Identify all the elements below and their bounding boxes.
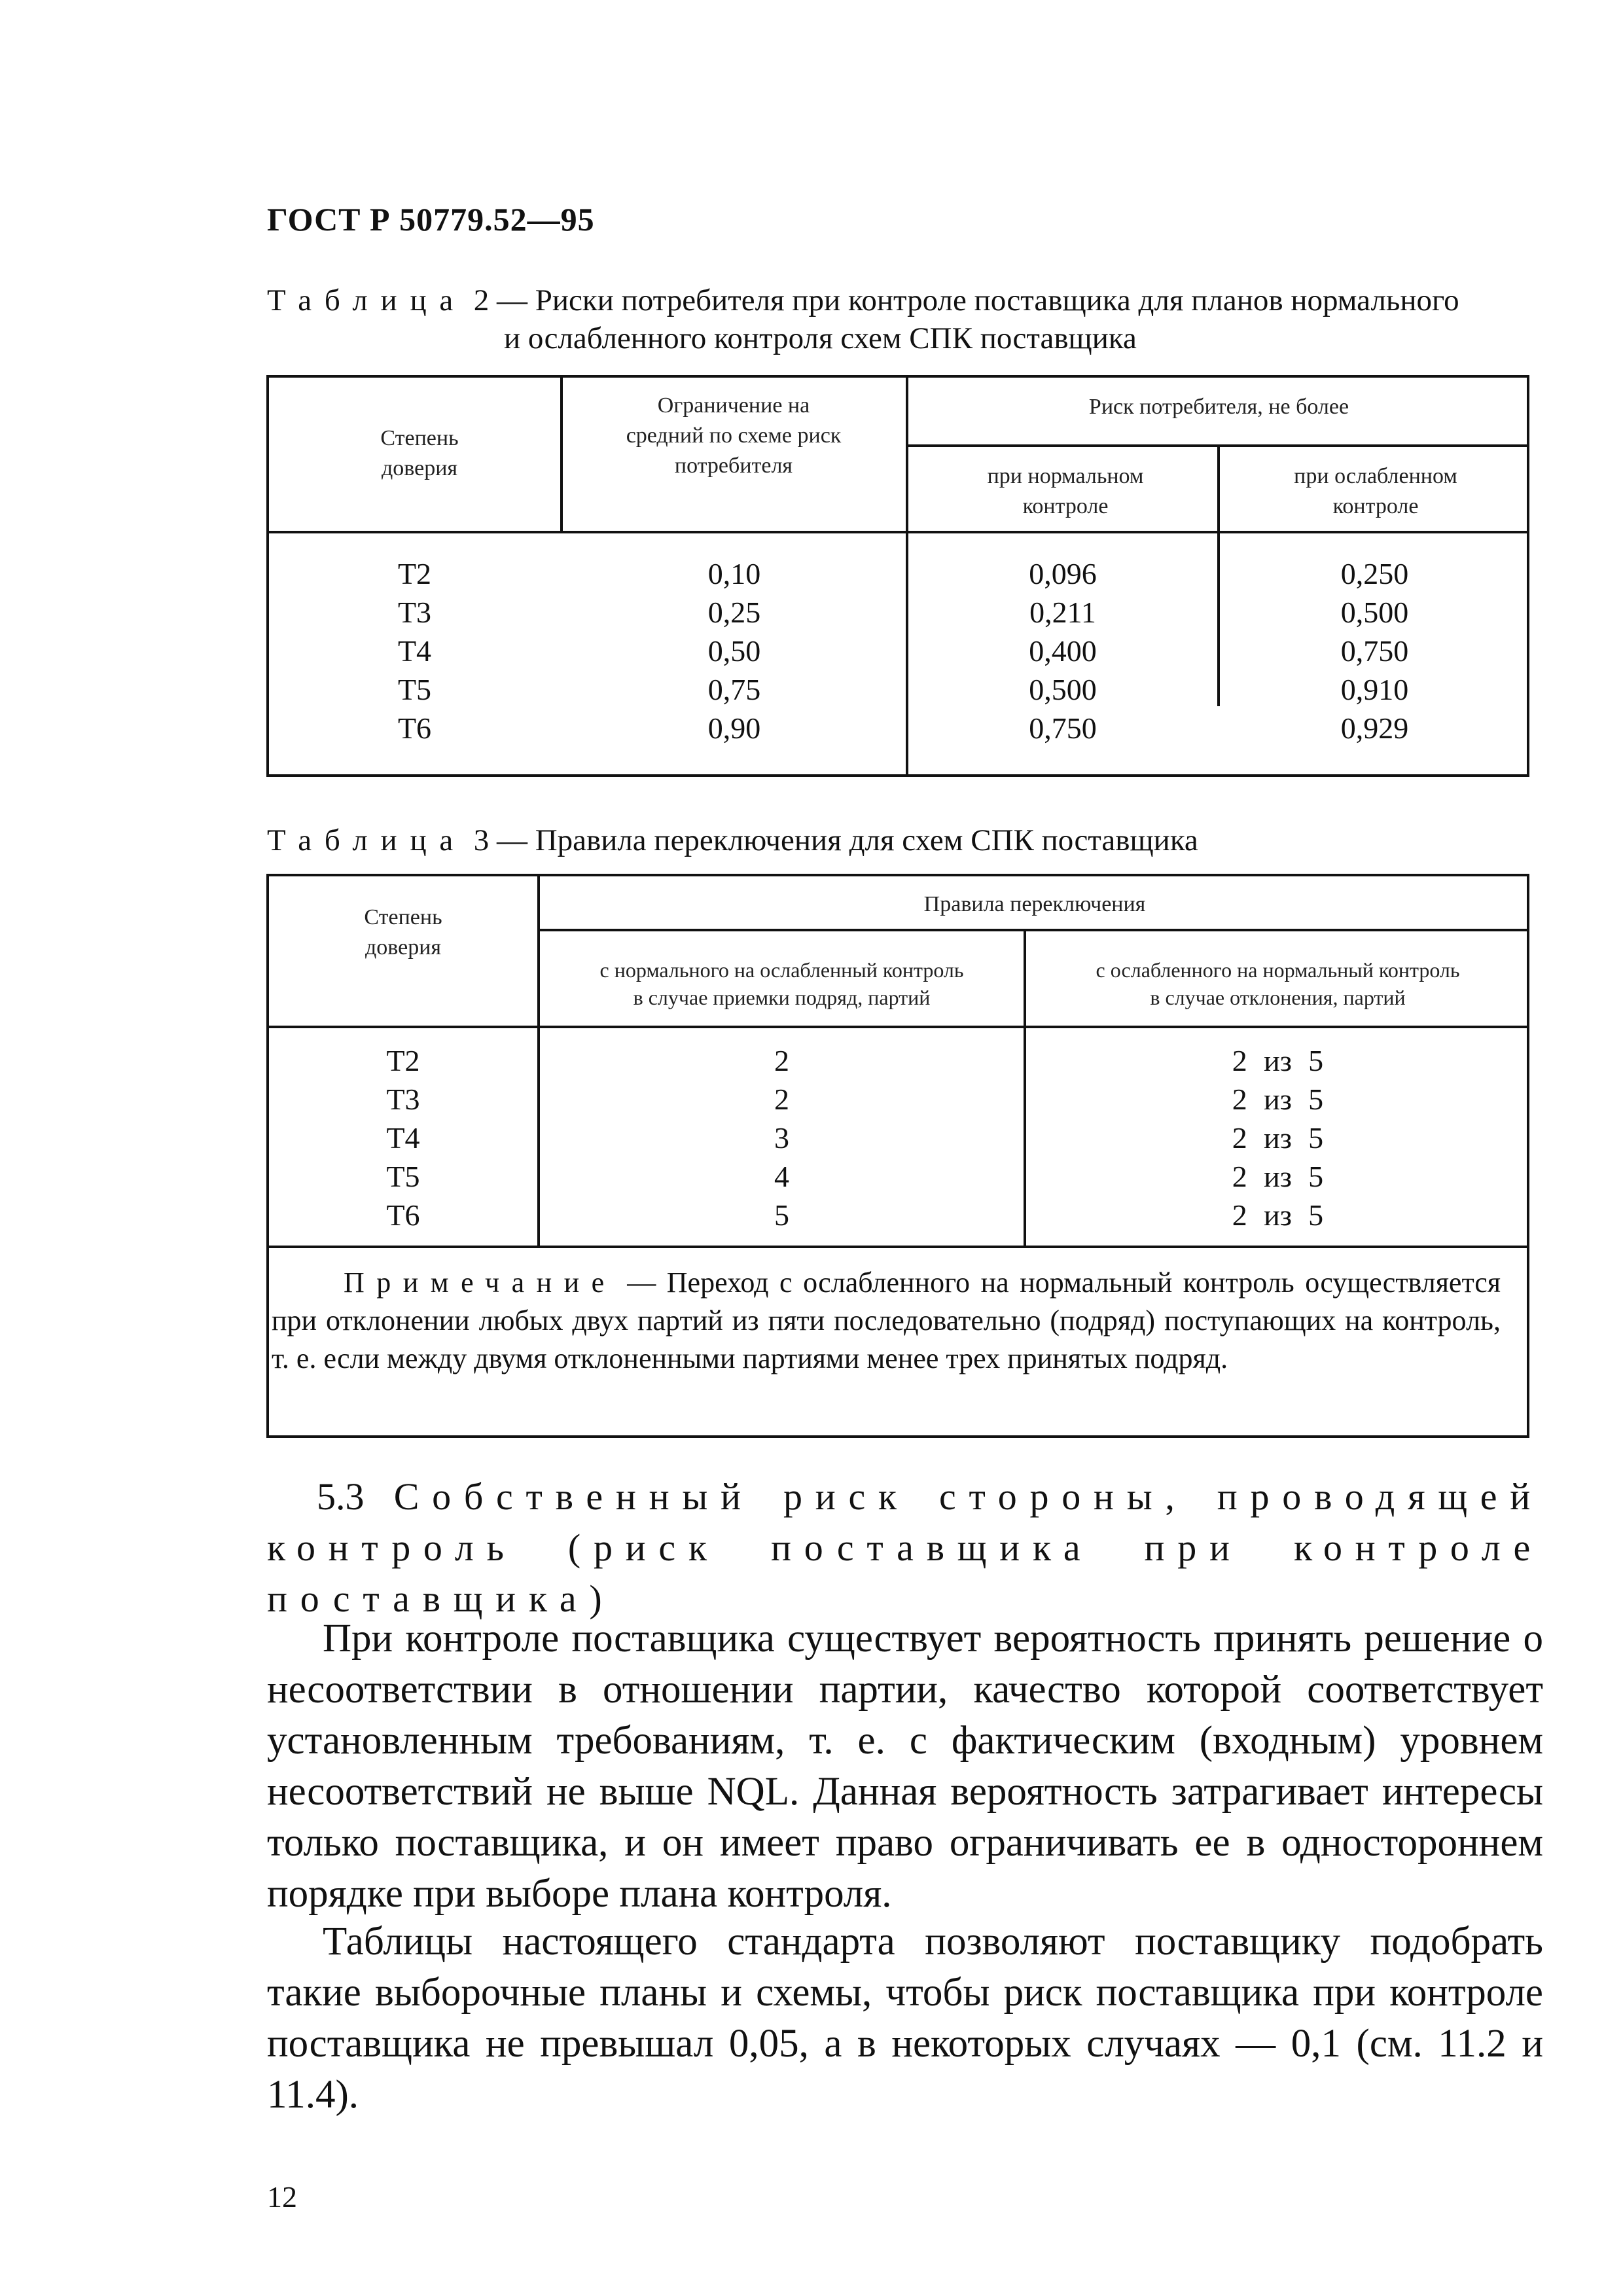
table-cell: 0,75: [707, 673, 761, 706]
table3-col1-header: Степень доверия: [364, 905, 442, 960]
table-cell: 2 из 5: [1232, 1160, 1324, 1193]
table2-caption-label: Таблица: [267, 283, 466, 317]
table-cell: Т3: [397, 596, 432, 629]
table2-col1-header: Степень доверия: [380, 426, 459, 480]
table3-note-label: Примечание: [344, 1266, 616, 1299]
table3-caption-label: Таблица: [267, 823, 466, 857]
document-header: ГОСТ Р 50779.52—95: [267, 201, 595, 238]
paragraph-1-text: При контроле поставщика существует вероятность принять решение о несоответствии в отношении партии, качество которой соответствует установленным требованиям, т. е. с фактическим (входным) уровнем несоответствий не выше NQL. Данная вероятность затрагивает интересы только поставщика, и он имеет право ограничивать ее в одностороннем порядке при выборе плана контроля.: [267, 1617, 1543, 1916]
table3-col3-header-line1: с ослабленного на нормальный контроль: [1096, 958, 1460, 982]
table2-caption: [267, 281, 1459, 319]
table-cell: Т4: [386, 1121, 420, 1155]
table3-note: [272, 1264, 1501, 1378]
table-cell: 0,50: [707, 634, 761, 668]
table-cell: 0,750: [1029, 711, 1097, 745]
table2-col3-values: [908, 554, 1217, 747]
table-cell: 0,096: [1029, 557, 1097, 590]
table3-col1-values: [269, 1041, 537, 1234]
table-cell: Т3: [386, 1083, 420, 1116]
section-title: Собственный риск стороны, проводящей контроль (риск поставщика при контроле поставщика): [267, 1475, 1543, 1620]
table-cell: 2 из 5: [1232, 1044, 1324, 1077]
table-cell: Т5: [386, 1160, 420, 1193]
table3-col2-values: [540, 1041, 1024, 1234]
table2-caption-line2: и ослабленного контроля схем СПК поставщика: [504, 321, 1137, 355]
section-number: 5.3: [317, 1475, 365, 1518]
table2: [266, 375, 1529, 777]
table-cell: 2 из 5: [1232, 1198, 1324, 1232]
table3-col2-header: [540, 956, 1024, 1011]
table2-caption-text: 2 — Риски потребителя при контроле поставщика для планов нормального: [465, 283, 1459, 317]
table-cell: 2: [774, 1044, 789, 1077]
table-cell: 0,500: [1340, 596, 1409, 629]
table3-note-text: — Переход с ослабленного на нормальный контроль осуществляется при отклонении любых двух партий из пяти последовательно (подряд) поступающих на контроль, т. е. если между двумя отклоненными партиями менее трех принятых подряд.: [272, 1266, 1501, 1374]
page-number: 12: [267, 2180, 297, 2214]
table-cell: 3: [774, 1121, 789, 1155]
table-cell: 2 из 5: [1232, 1121, 1324, 1155]
table-cell: 0,25: [707, 596, 761, 629]
paragraph-1: [267, 1613, 1543, 1920]
table3-col2-header-line1: с нормального на ослабленный контроль: [599, 958, 964, 982]
table-cell: Т2: [386, 1044, 420, 1077]
table-cell: Т2: [397, 557, 432, 590]
table-cell: 0,500: [1029, 673, 1097, 706]
table2-col1-values: [269, 554, 560, 747]
paragraph-2: [267, 1916, 1543, 2121]
table-cell: 0,10: [707, 557, 761, 590]
table3-caption-text: 3 — Правила переключения для схем СПК поставщика: [465, 823, 1198, 857]
table-cell: 0,211: [1029, 596, 1096, 629]
table-cell: 0,250: [1340, 557, 1409, 590]
table-cell: 0,750: [1340, 634, 1409, 668]
table-cell: 5: [774, 1198, 789, 1232]
table3-col2-header-line2: в случае приемки подряд, партий: [633, 986, 931, 1009]
table-cell: 0,400: [1029, 634, 1097, 668]
table2-col2-header: Ограничение на средний по схеме риск потребителя: [626, 393, 842, 478]
table3-caption: [267, 821, 1198, 859]
table3-group-header: Правила переключения: [923, 892, 1146, 916]
table-cell: 2 из 5: [1232, 1083, 1324, 1116]
table2-col2-values: [563, 554, 906, 747]
table3-col3-header: [1026, 956, 1529, 1011]
table2-col4-header: при ослабленном контроле: [1294, 464, 1457, 518]
section-heading: [267, 1471, 1543, 1624]
table3-col3-values: [1026, 1041, 1529, 1234]
table2-col3-header: при нормальном контроле: [987, 464, 1144, 518]
table-cell: Т5: [397, 673, 432, 706]
table-cell: 0,910: [1340, 673, 1409, 706]
table3: [266, 874, 1529, 1438]
paragraph-2-text: Таблицы настоящего стандарта позволяют поставщику подобрать такие выборочные планы и схемы, чтобы риск поставщика при контроле поставщика не превышал 0,05, а в некоторых случаях — 0,1 (см. 11.2 и 11.4).: [267, 1920, 1543, 2117]
table2-col4-values: [1220, 554, 1529, 747]
table3-col3-header-line2: в случае отклонения, партий: [1150, 986, 1406, 1009]
table-cell: Т6: [386, 1198, 420, 1232]
table-cell: 0,90: [707, 711, 761, 745]
table2-group-header: Риск потребителя, не более: [1088, 395, 1349, 419]
table-cell: Т4: [397, 634, 432, 668]
table-cell: 2: [774, 1083, 789, 1116]
table-cell: Т6: [397, 711, 432, 745]
table-cell: 4: [774, 1160, 789, 1193]
table-cell: 0,929: [1340, 711, 1409, 745]
